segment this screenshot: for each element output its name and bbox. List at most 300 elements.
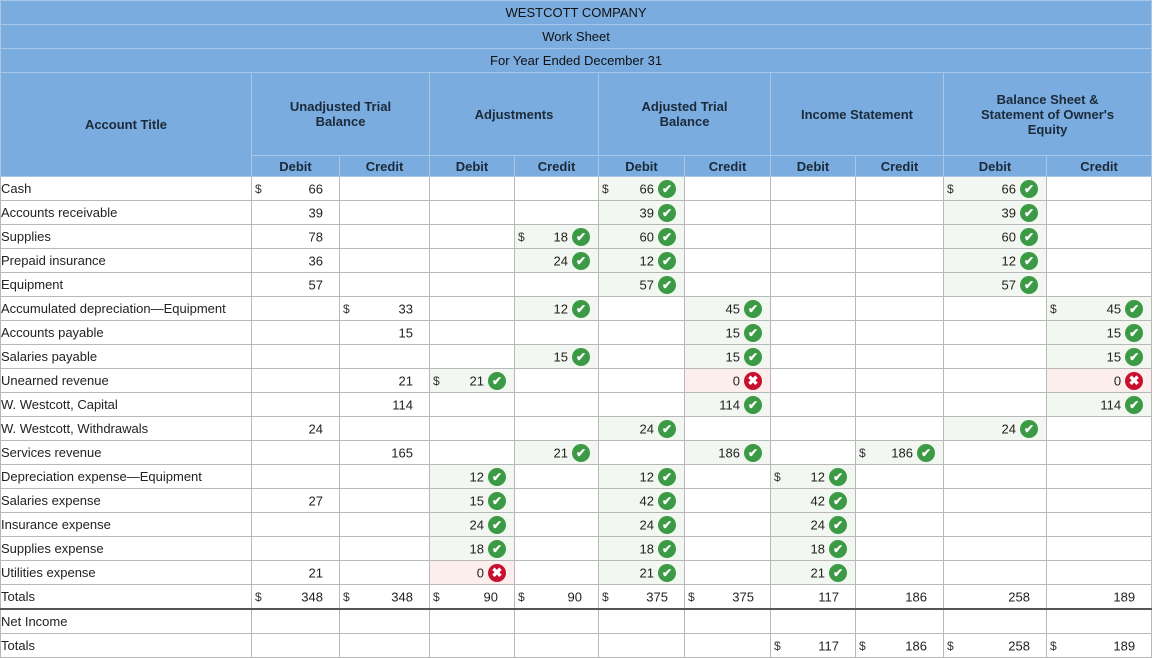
- check-icon: ✔: [1125, 348, 1143, 366]
- currency-symbol: $: [518, 229, 525, 244]
- check-icon: ✔: [744, 396, 762, 414]
- check-icon: ✔: [488, 492, 506, 510]
- amount-cell: [944, 489, 1047, 513]
- amount-cell[interactable]: [599, 489, 685, 513]
- table-row: [1, 201, 1152, 225]
- amount-cell[interactable]: [599, 465, 685, 489]
- amount-cell: [771, 441, 856, 465]
- amount-cell: [340, 177, 430, 201]
- account-name: Unearned revenue: [1, 369, 252, 393]
- amount-cell[interactable]: [430, 489, 515, 513]
- currency-symbol: $: [602, 181, 609, 196]
- credit-column-header: Credit: [685, 156, 771, 177]
- amount-value: 15: [469, 493, 484, 508]
- amount-cell: [856, 465, 944, 489]
- currency-symbol: $: [433, 373, 440, 388]
- amount-cell: [340, 273, 430, 297]
- amount-cell: [856, 489, 944, 513]
- amount-cell[interactable]: [515, 441, 599, 465]
- amount-cell[interactable]: [599, 249, 685, 273]
- amount-cell: [685, 537, 771, 561]
- amount-value: 114: [392, 397, 413, 412]
- amount-cell: [340, 465, 430, 489]
- amount-cell[interactable]: [685, 345, 771, 369]
- amount-value: 45: [1106, 301, 1122, 316]
- check-icon: ✔: [488, 468, 506, 486]
- credit-column-header: Credit: [1047, 156, 1152, 177]
- amount-cell: [515, 369, 599, 393]
- amount-cell: [599, 393, 685, 417]
- amount-value: 33: [398, 301, 413, 316]
- amount-value: 66: [1001, 181, 1016, 196]
- amount-cell: [685, 177, 771, 201]
- amount-value: 117: [818, 589, 839, 604]
- amount-value: 348: [301, 589, 323, 604]
- amount-value: 12: [469, 469, 484, 484]
- check-icon: ✔: [658, 276, 676, 294]
- amount-value: 39: [1001, 205, 1016, 220]
- amount-cell: [340, 225, 430, 249]
- error-icon: ✖: [744, 372, 762, 390]
- amount-cell[interactable]: [515, 225, 599, 249]
- amount-value: 12: [810, 469, 825, 484]
- account-name: Salaries payable: [1, 345, 252, 369]
- amount-cell[interactable]: [944, 273, 1047, 297]
- amount-cell[interactable]: [771, 513, 856, 537]
- amount-value: 375: [646, 589, 668, 604]
- check-icon: ✔: [744, 300, 762, 318]
- table-row: [1, 177, 1152, 201]
- final-totals-row: [1, 634, 1152, 658]
- amount-cell: [1047, 273, 1152, 297]
- amount-cell[interactable]: [515, 345, 599, 369]
- net-income-row: [1, 609, 1152, 634]
- amount-cell: [771, 417, 856, 441]
- amount-cell: [944, 369, 1047, 393]
- amount-value: 78: [308, 229, 323, 244]
- amount-cell: [1047, 585, 1152, 610]
- amount-cell: [252, 393, 340, 417]
- check-icon: ✔: [1125, 324, 1143, 342]
- amount-cell: [430, 249, 515, 273]
- amount-cell: [944, 537, 1047, 561]
- amount-value: 90: [483, 589, 498, 604]
- table-row: [1, 297, 1152, 321]
- currency-symbol: $: [518, 589, 525, 604]
- account-name: Prepaid insurance: [1, 249, 252, 273]
- amount-cell: [1047, 634, 1152, 658]
- amount-value: 24: [639, 517, 654, 532]
- group-header-adjustments: Adjustments: [430, 73, 599, 156]
- table-row: [1, 345, 1152, 369]
- amount-cell: [430, 177, 515, 201]
- amount-cell: [599, 321, 685, 345]
- amount-cell: [944, 561, 1047, 585]
- check-icon: ✔: [1125, 300, 1143, 318]
- amount-cell: [771, 321, 856, 345]
- amount-value: 90: [567, 589, 582, 604]
- amount-value: 36: [308, 253, 323, 268]
- amount-cell[interactable]: [771, 537, 856, 561]
- totals-row: [1, 585, 1152, 610]
- amount-value: 15: [1106, 325, 1122, 340]
- amount-value: 0: [1113, 373, 1122, 388]
- amount-cell: [515, 561, 599, 585]
- amount-cell[interactable]: [944, 201, 1047, 225]
- amount-cell: [515, 513, 599, 537]
- amount-value: 57: [639, 277, 654, 292]
- account-name: Insurance expense: [1, 513, 252, 537]
- check-icon: ✔: [488, 516, 506, 534]
- amount-cell: [1047, 489, 1152, 513]
- check-icon: ✔: [572, 348, 590, 366]
- amount-value: 42: [810, 493, 825, 508]
- amount-cell: [771, 585, 856, 610]
- amount-cell[interactable]: [944, 249, 1047, 273]
- account-name: Supplies expense: [1, 537, 252, 561]
- amount-value: 0: [476, 565, 484, 580]
- amount-value: 186: [905, 638, 927, 653]
- amount-cell: [340, 609, 430, 634]
- check-icon: ✔: [658, 540, 676, 558]
- account-name: Totals: [1, 585, 252, 610]
- amount-cell: [515, 465, 599, 489]
- amount-value: 42: [639, 493, 654, 508]
- amount-cell: [340, 369, 430, 393]
- table-row: [1, 561, 1152, 585]
- amount-cell: [1047, 513, 1152, 537]
- amount-cell: [252, 297, 340, 321]
- amount-value: 45: [725, 301, 740, 316]
- account-name: Accounts payable: [1, 321, 252, 345]
- amount-cell[interactable]: [685, 297, 771, 321]
- amount-cell: [856, 321, 944, 345]
- amount-value: 0: [732, 373, 740, 388]
- amount-cell: [685, 561, 771, 585]
- amount-cell: [856, 537, 944, 561]
- amount-cell: [430, 225, 515, 249]
- amount-cell: [1047, 177, 1152, 201]
- amount-cell: [252, 201, 340, 225]
- amount-cell: [252, 441, 340, 465]
- account-name: Totals: [1, 634, 252, 658]
- amount-value: 12: [639, 253, 654, 268]
- amount-cell[interactable]: [599, 177, 685, 201]
- amount-value: 12: [1001, 253, 1016, 268]
- credit-column-header: Credit: [515, 156, 599, 177]
- amount-cell: [1047, 609, 1152, 634]
- amount-value: 21: [308, 565, 323, 580]
- amount-cell: [771, 634, 856, 658]
- amount-cell: [430, 297, 515, 321]
- amount-cell: [685, 465, 771, 489]
- group-header-adjusted: Adjusted Trial Balance: [599, 73, 771, 156]
- amount-cell[interactable]: [599, 201, 685, 225]
- check-icon: ✔: [744, 444, 762, 462]
- amount-value: 24: [639, 421, 654, 436]
- amount-cell: [252, 177, 340, 201]
- amount-cell: [430, 634, 515, 658]
- amount-cell[interactable]: [599, 273, 685, 297]
- currency-symbol: $: [947, 181, 954, 196]
- amount-cell: [685, 273, 771, 297]
- amount-cell: [771, 225, 856, 249]
- check-icon: ✔: [658, 492, 676, 510]
- amount-cell[interactable]: [599, 561, 685, 585]
- amount-value: 375: [732, 589, 754, 604]
- account-name: W. Westcott, Capital: [1, 393, 252, 417]
- amount-cell[interactable]: [1047, 393, 1152, 417]
- check-icon: ✔: [658, 564, 676, 582]
- amount-cell: [856, 417, 944, 441]
- amount-cell[interactable]: [944, 417, 1047, 441]
- table-row: [1, 465, 1152, 489]
- amount-cell: [856, 345, 944, 369]
- amount-cell: [515, 537, 599, 561]
- account-name: Net Income: [1, 609, 252, 634]
- amount-cell: [515, 417, 599, 441]
- amount-cell[interactable]: [599, 417, 685, 441]
- amount-cell: [944, 393, 1047, 417]
- amount-cell: [944, 441, 1047, 465]
- credit-column-header: Credit: [340, 156, 430, 177]
- amount-cell[interactable]: [856, 441, 944, 465]
- amount-value: 24: [308, 421, 323, 436]
- amount-cell: [944, 513, 1047, 537]
- amount-cell: [430, 321, 515, 345]
- amount-value: 15: [725, 325, 740, 340]
- amount-value: 21: [553, 445, 568, 460]
- amount-cell: [252, 537, 340, 561]
- amount-cell[interactable]: [771, 489, 856, 513]
- amount-cell: [252, 513, 340, 537]
- amount-cell: [771, 369, 856, 393]
- account-name: Utilities expense: [1, 561, 252, 585]
- error-icon: ✖: [1125, 372, 1143, 390]
- amount-value: 186: [718, 445, 740, 460]
- amount-cell[interactable]: [430, 561, 515, 585]
- amount-value: 186: [905, 589, 927, 604]
- amount-cell: [599, 634, 685, 658]
- amount-cell: [856, 177, 944, 201]
- amount-cell[interactable]: [1047, 369, 1152, 393]
- amount-cell[interactable]: [944, 177, 1047, 201]
- table-row: [1, 537, 1152, 561]
- amount-cell: [685, 417, 771, 441]
- amount-cell: [340, 513, 430, 537]
- amount-cell: [515, 273, 599, 297]
- amount-cell[interactable]: [944, 225, 1047, 249]
- amount-cell: [1047, 465, 1152, 489]
- amount-cell: [685, 513, 771, 537]
- amount-value: 39: [639, 205, 654, 220]
- amount-cell: [771, 345, 856, 369]
- amount-cell[interactable]: [599, 513, 685, 537]
- amount-cell[interactable]: [599, 225, 685, 249]
- amount-value: 15: [1106, 349, 1122, 364]
- amount-cell: [515, 609, 599, 634]
- amount-cell: [944, 634, 1047, 658]
- amount-cell[interactable]: [685, 441, 771, 465]
- amount-value: 57: [1001, 277, 1016, 292]
- account-name: W. Westcott, Withdrawals: [1, 417, 252, 441]
- check-icon: ✔: [1020, 420, 1038, 438]
- account-name: Accounts receivable: [1, 201, 252, 225]
- amount-cell: [944, 609, 1047, 634]
- currency-symbol: $: [255, 181, 262, 196]
- amount-cell[interactable]: [515, 249, 599, 273]
- amount-cell: [944, 585, 1047, 610]
- amount-cell: [856, 225, 944, 249]
- check-icon: ✔: [829, 516, 847, 534]
- currency-symbol: $: [343, 301, 350, 316]
- amount-cell: [252, 465, 340, 489]
- amount-cell: [430, 609, 515, 634]
- amount-cell: [599, 345, 685, 369]
- amount-cell: [856, 609, 944, 634]
- amount-cell: [1047, 225, 1152, 249]
- amount-cell: [252, 489, 340, 513]
- amount-cell: [340, 417, 430, 441]
- table-row: [1, 273, 1152, 297]
- amount-value: 66: [308, 181, 323, 196]
- amount-cell[interactable]: [685, 369, 771, 393]
- amount-cell[interactable]: [1047, 297, 1152, 321]
- company-name: WESTCOTT COMPANY: [1, 1, 1152, 25]
- amount-value: 12: [639, 469, 654, 484]
- amount-cell[interactable]: [430, 369, 515, 393]
- amount-cell[interactable]: [771, 465, 856, 489]
- debit-column-header: Debit: [252, 156, 340, 177]
- amount-cell[interactable]: [599, 537, 685, 561]
- group-header-income-statement: Income Statement: [771, 73, 944, 156]
- amount-cell: [430, 345, 515, 369]
- currency-symbol: $: [859, 638, 866, 653]
- amount-cell: [515, 489, 599, 513]
- amount-cell: [430, 273, 515, 297]
- table-row: [1, 441, 1152, 465]
- check-icon: ✔: [488, 540, 506, 558]
- currency-symbol: $: [774, 638, 781, 653]
- account-name: Accumulated depreciation—Equipment: [1, 297, 252, 321]
- amount-cell[interactable]: [430, 537, 515, 561]
- amount-cell: [515, 321, 599, 345]
- amount-cell: [252, 369, 340, 393]
- amount-cell: [856, 561, 944, 585]
- amount-value: 15: [725, 349, 740, 364]
- amount-value: 18: [639, 541, 654, 556]
- amount-cell: [340, 585, 430, 610]
- amount-cell: [771, 273, 856, 297]
- currency-symbol: $: [433, 589, 440, 604]
- amount-value: 66: [639, 181, 654, 196]
- amount-cell: [599, 369, 685, 393]
- account-name: Salaries expense: [1, 489, 252, 513]
- currency-symbol: $: [343, 589, 350, 604]
- amount-cell: [252, 321, 340, 345]
- amount-cell[interactable]: [1047, 345, 1152, 369]
- amount-cell[interactable]: [685, 393, 771, 417]
- amount-cell: [515, 177, 599, 201]
- check-icon: ✔: [572, 252, 590, 270]
- amount-cell: [340, 441, 430, 465]
- amount-cell: [944, 345, 1047, 369]
- table-row: [1, 225, 1152, 249]
- account-name: Cash: [1, 177, 252, 201]
- amount-value: 348: [391, 589, 413, 604]
- amount-cell[interactable]: [430, 465, 515, 489]
- amount-cell[interactable]: [515, 297, 599, 321]
- amount-cell: [252, 609, 340, 634]
- amount-cell[interactable]: [430, 513, 515, 537]
- period-title: For Year Ended December 31: [1, 49, 1152, 73]
- account-name: Depreciation expense—Equipment: [1, 465, 252, 489]
- amount-value: 258: [1008, 589, 1030, 604]
- check-icon: ✔: [1020, 276, 1038, 294]
- group-header-balance-sheet: Balance Sheet & Statement of Owner's Equity: [944, 73, 1152, 156]
- amount-cell: [430, 201, 515, 225]
- amount-cell: [252, 273, 340, 297]
- table-row: [1, 321, 1152, 345]
- amount-cell: [340, 345, 430, 369]
- amount-cell: [599, 585, 685, 610]
- amount-cell: [252, 585, 340, 610]
- amount-cell: [430, 417, 515, 441]
- account-title-header: Account Title: [1, 73, 252, 177]
- amount-cell: [856, 513, 944, 537]
- check-icon: ✔: [829, 540, 847, 558]
- amount-value: 60: [1001, 229, 1016, 244]
- amount-cell: [599, 441, 685, 465]
- amount-value: 189: [1113, 589, 1136, 604]
- amount-value: 189: [1113, 638, 1136, 653]
- amount-cell: [856, 249, 944, 273]
- amount-cell: [340, 201, 430, 225]
- account-name: Equipment: [1, 273, 252, 297]
- amount-cell: [685, 609, 771, 634]
- amount-cell: [1047, 537, 1152, 561]
- amount-cell: [856, 201, 944, 225]
- amount-cell: [1047, 561, 1152, 585]
- table-row: [1, 417, 1152, 441]
- amount-value: 21: [398, 373, 413, 388]
- debit-column-header: Debit: [430, 156, 515, 177]
- amount-value: 186: [891, 445, 913, 460]
- amount-cell: [340, 393, 430, 417]
- check-icon: ✔: [572, 228, 590, 246]
- amount-cell: [515, 393, 599, 417]
- check-icon: ✔: [658, 420, 676, 438]
- account-name: Services revenue: [1, 441, 252, 465]
- table-row: [1, 249, 1152, 273]
- amount-cell: [771, 201, 856, 225]
- amount-cell: [944, 321, 1047, 345]
- currency-symbol: $: [1050, 301, 1057, 316]
- check-icon: ✔: [1020, 228, 1038, 246]
- currency-symbol: $: [688, 589, 695, 604]
- amount-cell: [944, 297, 1047, 321]
- amount-cell: [340, 321, 430, 345]
- check-icon: ✔: [572, 444, 590, 462]
- amount-cell[interactable]: [1047, 321, 1152, 345]
- error-icon: ✖: [488, 564, 506, 582]
- amount-cell: [340, 634, 430, 658]
- amount-cell[interactable]: [685, 321, 771, 345]
- amount-cell: [1047, 201, 1152, 225]
- check-icon: ✔: [829, 468, 847, 486]
- amount-cell[interactable]: [771, 561, 856, 585]
- amount-cell: [771, 249, 856, 273]
